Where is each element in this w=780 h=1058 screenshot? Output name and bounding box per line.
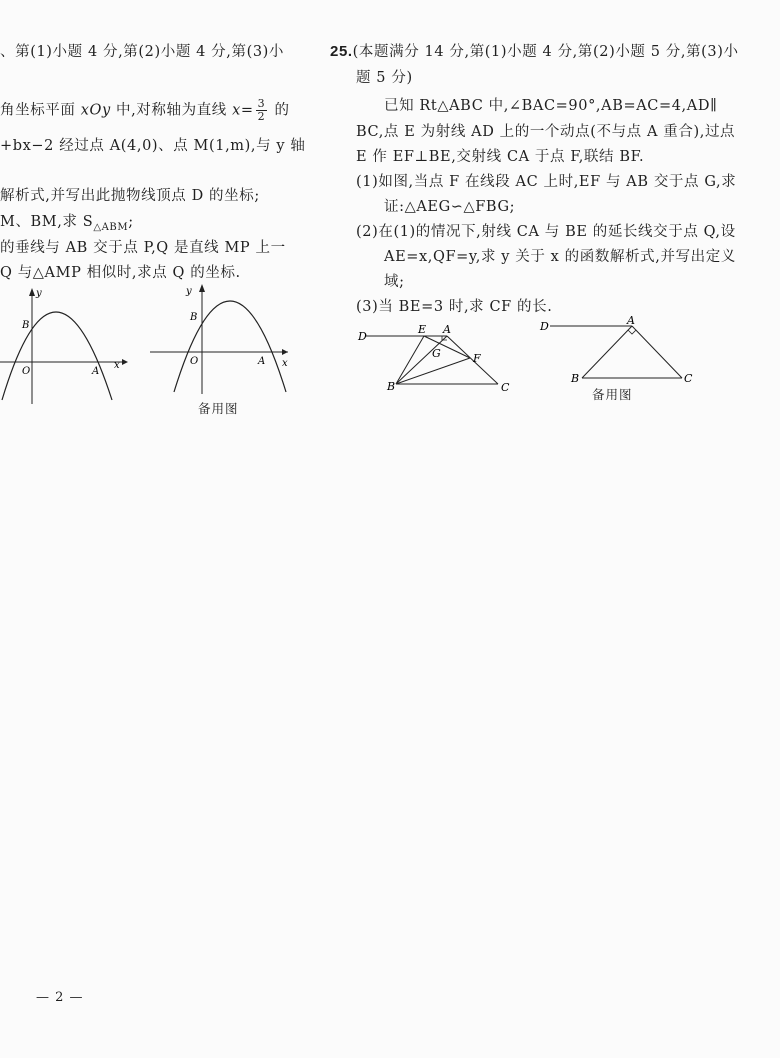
y-arrow xyxy=(29,288,35,296)
left-line-5 xyxy=(0,210,134,233)
left-line-3: +bx−2 经过点 A(4,0)、点 M(1,m),与 y 轴 xyxy=(0,138,306,154)
label-y: y xyxy=(36,288,42,299)
label-b: B xyxy=(190,312,198,323)
x-arrow xyxy=(282,349,288,355)
q25-sub2-line-a: (2)在(1)的情况下,射线 CA 与 BE 的延长线交于点 Q,设 xyxy=(356,224,736,240)
label-o: O xyxy=(190,356,199,367)
label-x: x xyxy=(282,358,288,369)
q25-paragraph-2: BC,点 E 为射线 AD 上的一个动点(不与点 A 重合),过点 xyxy=(356,124,736,140)
y-arrow xyxy=(199,284,205,292)
figure-2-caption: 备用图 xyxy=(198,401,239,416)
question-header: (本题满分 14 分,第(1)小题 4 分,第(2)小题 5 分,第(3)小 xyxy=(352,44,739,60)
q25-paragraph-1: 已知 Rt△ABC 中,∠BAC=90°,AB=AC=4,AD∥ xyxy=(384,98,718,114)
numerator: 3 xyxy=(257,97,266,110)
q25-paragraph-3: E 作 EF⊥BE,交射线 CA 于点 F,联结 BF. xyxy=(356,149,645,165)
label-y: y xyxy=(186,286,192,297)
segment-ac xyxy=(632,326,682,378)
segment-ef xyxy=(424,336,470,358)
left-line-2 xyxy=(0,98,290,123)
figure-4-caption: 备用图 xyxy=(592,387,633,402)
left-line-4: 解析式,并写出此抛物线顶点 D 的坐标; xyxy=(0,188,260,204)
label-d: D xyxy=(540,320,549,333)
segment-bf xyxy=(396,358,470,384)
label-o: O xyxy=(22,366,31,377)
text: 角坐标平面 xyxy=(0,102,81,119)
label-x: x xyxy=(114,360,120,371)
var-x: x xyxy=(232,102,241,119)
left-line-6: 的垂线与 AB 交于点 P,Q 是直线 MP 上一 xyxy=(0,240,286,256)
label-c: C xyxy=(684,372,693,385)
label-b: B xyxy=(22,320,30,331)
label-a: A xyxy=(258,356,266,367)
label-d: D xyxy=(358,330,367,343)
triangle-figure-spare xyxy=(536,314,706,388)
label-b: B xyxy=(571,372,580,385)
label-c: C xyxy=(501,381,510,394)
page-number: — 2 — xyxy=(36,990,84,1005)
segment-ab xyxy=(582,326,632,378)
segment-be xyxy=(396,336,424,384)
parabola-figure-2 xyxy=(146,280,296,400)
text: 的 xyxy=(269,102,290,119)
text: ; xyxy=(128,214,134,230)
q25-header xyxy=(330,40,739,61)
text: M、BM,求 S xyxy=(0,214,94,230)
x-arrow xyxy=(122,359,128,365)
left-q-header: 、第(1)小题 4 分,第(2)小题 4 分,第(3)小 xyxy=(0,44,285,60)
label-a: A xyxy=(627,314,635,327)
label-b: B xyxy=(387,380,396,393)
question-number: 25. xyxy=(330,43,353,60)
subscript: △ABM xyxy=(93,221,129,233)
label-g: G xyxy=(432,347,441,360)
label-a: A xyxy=(443,323,451,336)
text: = xyxy=(240,102,254,119)
q25-sub2-line-b: AE=x,QF=y,求 y 关于 x 的函数解析式,并写出定义 xyxy=(384,249,736,265)
denominator: 2 xyxy=(257,110,266,123)
q25-header-2: 题 5 分) xyxy=(356,70,413,86)
right-angle-a xyxy=(628,330,636,334)
fraction xyxy=(256,98,268,123)
q25-sub1-line-a: (1)如图,当点 F 在线段 AC 上时,EF 与 AB 交于点 G,求 xyxy=(356,174,737,190)
label-f: F xyxy=(473,352,481,365)
q25-sub3: (3)当 BE=3 时,求 CF 的长. xyxy=(356,299,553,315)
parabola-curve xyxy=(2,312,112,400)
label-a: A xyxy=(92,366,100,377)
left-line-7: Q 与△AMP 相似时,求点 Q 的坐标. xyxy=(0,265,241,281)
q25-sub1-line-b: 证:△AEG∽△FBG; xyxy=(384,199,516,215)
q25-sub2-line-c: 域; xyxy=(384,274,405,290)
parabola-figure-1 xyxy=(0,282,130,412)
var-xoy: xOy xyxy=(80,102,111,119)
triangle-figure-main xyxy=(352,322,522,398)
text: 中,对称轴为直线 xyxy=(110,102,233,119)
label-e: E xyxy=(418,323,427,336)
